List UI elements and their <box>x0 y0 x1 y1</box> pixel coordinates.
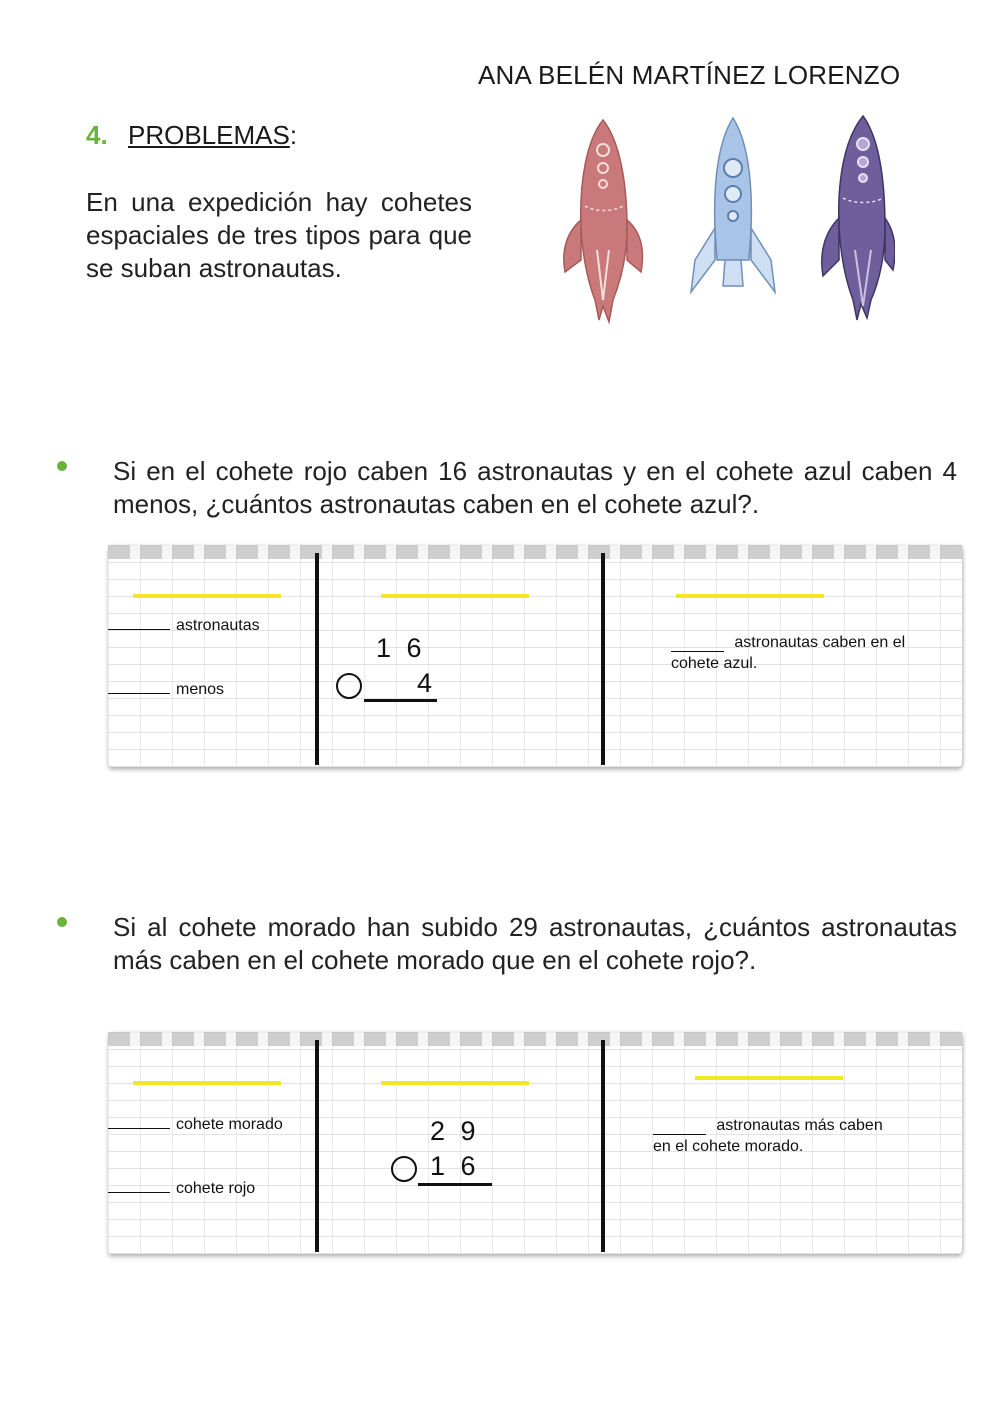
operator-circle[interactable] <box>391 1156 417 1182</box>
author-name: ANA BELÉN MARTÍNEZ LORENZO <box>478 60 901 90</box>
bullet-problem-2 <box>57 917 67 927</box>
answer-blank[interactable]: ______ <box>671 634 725 651</box>
operation-line <box>418 1183 492 1186</box>
answer-line-1: astronautas caben en el <box>734 634 906 651</box>
blank-field[interactable] <box>108 1192 170 1193</box>
column-divider <box>315 553 319 765</box>
intro-paragraph: En una expedición hay cohetes espaciales de tres tipos para que se suban astronautas. <box>86 187 472 283</box>
operand-bottom: 1 6 <box>430 1151 476 1181</box>
blue-rocket-icon <box>691 118 775 292</box>
data-label: menos <box>176 681 225 698</box>
answer-line-2: cohete azul. <box>671 655 758 672</box>
answer-heading-line <box>695 1076 843 1080</box>
blank-field[interactable] <box>108 629 170 630</box>
answer-line-1: astronautas más caben <box>716 1117 883 1134</box>
data-row-2 <box>108 1180 255 1198</box>
notebook-binding <box>108 545 962 559</box>
data-row-1 <box>108 617 260 635</box>
bullet-problem-1 <box>57 461 67 471</box>
column-divider <box>601 1040 605 1252</box>
section-number: 4. <box>86 120 108 150</box>
problem-2-question: Si al cohete morado han subido 29 astronautas, ¿cuántos astronautas más caben en el cohete morado que en el cohete rojo?. <box>113 912 957 975</box>
section-title-text: PROBLEMAS <box>128 120 290 150</box>
purple-rocket-icon <box>822 116 895 320</box>
data-label: astronautas <box>176 617 260 634</box>
operation-heading-line <box>381 594 529 598</box>
data-label: cohete rojo <box>176 1180 256 1197</box>
answer-heading-line <box>676 594 824 598</box>
notebook-binding <box>108 1032 962 1046</box>
data-row-1 <box>108 1116 283 1134</box>
problem-1-worksheet <box>108 545 962 767</box>
answer-text <box>653 1115 943 1157</box>
problem-2-worksheet <box>108 1032 962 1254</box>
answer-line-2: en el cohete morado. <box>653 1138 804 1155</box>
problem-1-question: Si en el cohete rojo caben 16 astronautas y en el cohete azul caben 4 menos, ¿cuántos astronautas caben en el cohete azul?. <box>113 456 957 519</box>
data-heading-line <box>133 594 281 598</box>
column-divider <box>315 1040 319 1252</box>
data-row-2 <box>108 681 224 699</box>
data-label: cohete morado <box>176 1116 283 1133</box>
column-divider <box>601 553 605 765</box>
rockets-illustration <box>555 110 895 330</box>
section-title-colon: : <box>289 120 298 150</box>
operand-bottom: 4 <box>417 668 433 698</box>
section-title <box>128 120 297 151</box>
answer-blank[interactable]: ______ <box>653 1117 707 1134</box>
operation-line <box>364 699 437 702</box>
operand-top: 2 9 <box>430 1116 476 1146</box>
answer-text <box>671 632 951 674</box>
operand-top: 1 6 <box>376 633 422 663</box>
data-heading-line <box>133 1081 281 1085</box>
blank-field[interactable] <box>108 693 170 694</box>
blank-field[interactable] <box>108 1128 170 1129</box>
operation-heading-line <box>381 1081 529 1085</box>
red-rocket-icon <box>564 120 643 322</box>
operator-circle[interactable] <box>336 673 362 699</box>
